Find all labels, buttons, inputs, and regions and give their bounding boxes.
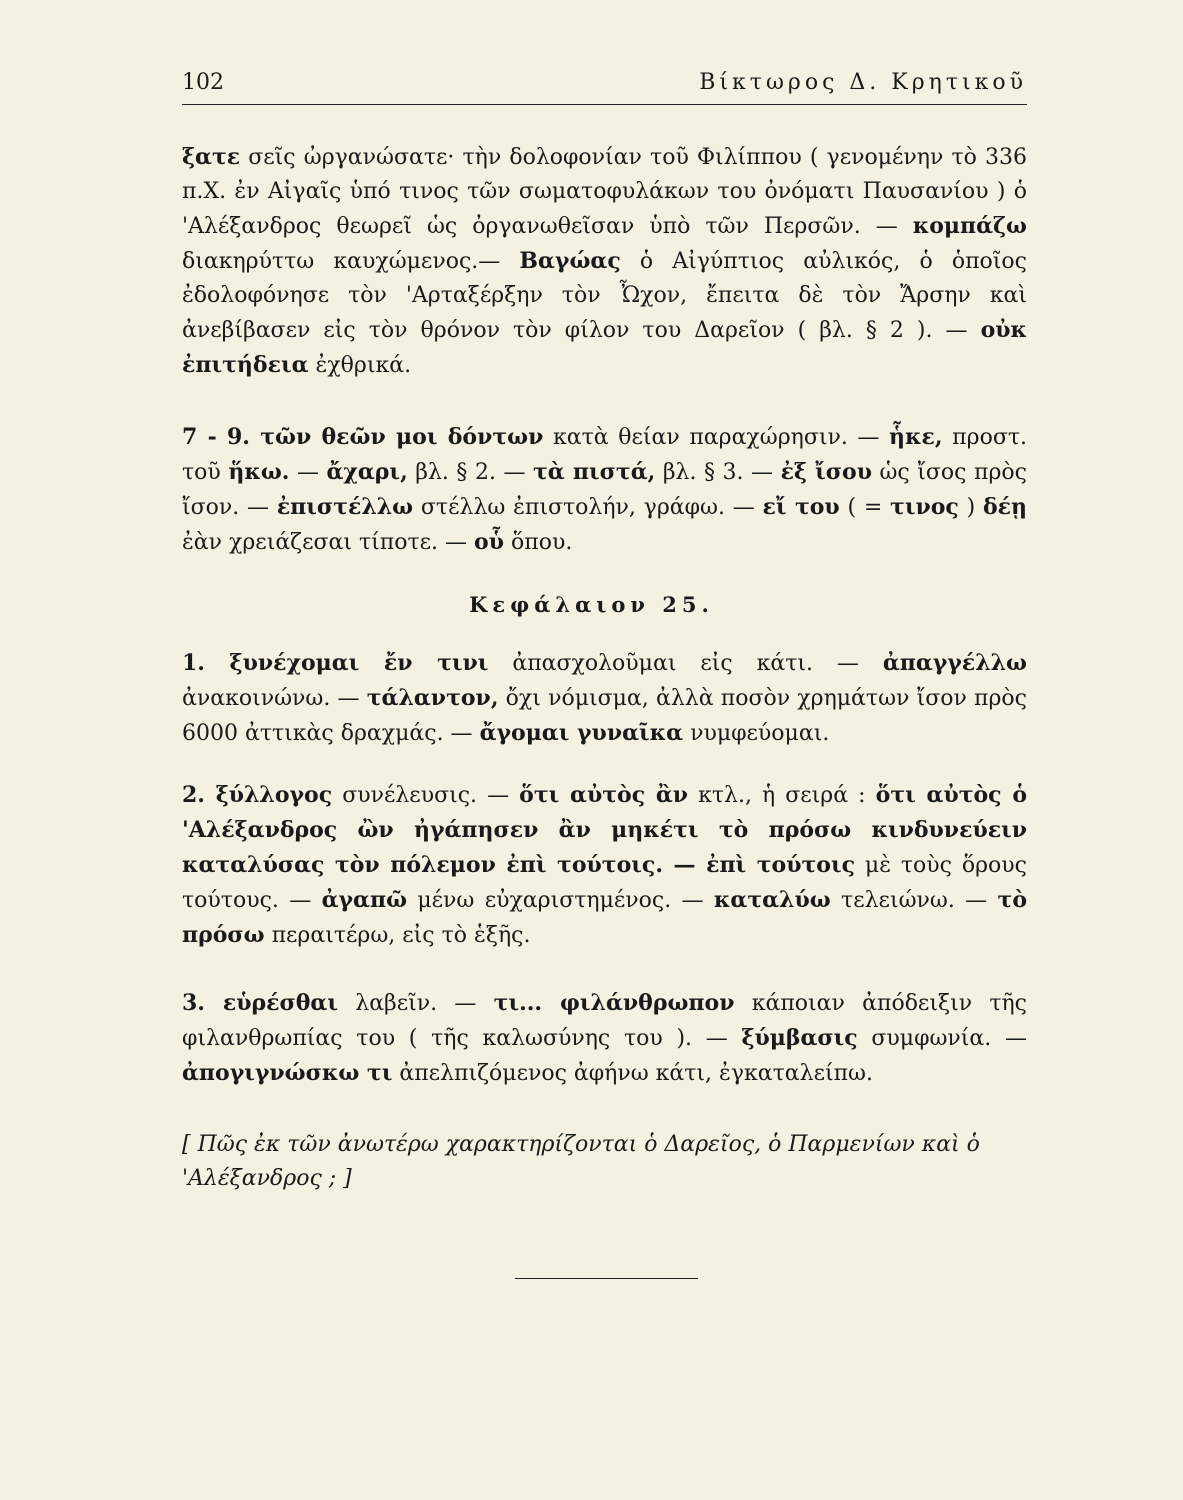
closing-rule [515,1278,698,1279]
gloss: στέλλω ἐπιστολήν, γράφω. — [413,495,763,520]
term: 2. ξύλλογος [182,782,333,808]
term: ξύμβασις [741,1025,858,1051]
gloss: κατὰ θείαν παραχώρησιν. — [543,425,890,450]
term: ἐξ ἴσου [780,459,872,485]
term: κομπάζω [912,213,1027,239]
term: τι... φιλάνθρωπον [493,990,735,1016]
gloss: ἐὰν χρειάζεσαι τίποτε. — [182,530,475,555]
term: τὰ πιστά, [533,459,656,485]
chapter-heading: Κεφάλαιον 25. [469,592,714,617]
gloss: λαβεῖν. — [338,991,494,1016]
term: ἧκε, [889,424,943,450]
gloss: βλ. § 3. — [655,460,781,485]
term: ξατε [182,144,241,170]
gloss: σεῖς ὠργανώσατε· τὴν δολοφονίαν τοῦ Φιλίππου ( γενομένην τὸ 336 π.Χ. ἐν Αἰγαῖς ὑπό τινος τῶν σωματοφυλάκων του ὀνόματι Παυσανίου ) ὁ 'Αλέξανδρος θεωρεῖ ὡς ὀργανωθεῖσαν ὑπὸ τῶν Περσῶν. — [182,145,1027,239]
paragraph-5 [182,986,1027,1091]
gloss: κτλ., ἡ σειρά : [688,783,876,808]
term: εἴ του [762,494,840,520]
term: ἐπιστέλλω [276,494,414,520]
paragraph-2 [182,420,1027,560]
term: τάλαντον, [366,685,499,711]
paragraph-3 [182,646,1027,751]
term: ὅτι αὐτὸς ὁ 'Αλέξανδρος ὢν ἠγάπησεν ἂν μηκέτι τὸ πρόσω κινδυνεύειν καταλύσας τὸν πόλεμον ἐπὶ τούτοις. — ἐπὶ τούτοις [182,782,1027,878]
term: Βαγώας [519,248,621,274]
term: δέῃ [982,494,1028,520]
gloss: περαιτέρω, εἰς τὸ ἑξῆς. [264,923,531,948]
gloss: μένω εὐχαριστημένος. — [407,888,714,913]
gloss: συμφωνία. — [857,1026,1028,1051]
page-header [182,70,1027,95]
review-question: [ Πῶς ἐκ τῶν ἀνωτέρω χαρακτηρίζονται ὁ Δαρεῖος, ὁ Παρμενίων καὶ ὁ 'Αλέξανδρος ; ] [182,1132,980,1191]
term: ἄγομαι γυναῖκα [479,720,684,746]
paragraph-1 [182,140,1027,383]
gloss: προστ. τοῦ [182,425,1028,485]
term: καταλύω [713,887,831,913]
term: οὐκ ἐπιτήδεια [182,317,1027,378]
header-rule [182,104,1027,105]
gloss: ( = [839,495,891,520]
gloss: ἀνακοινώνω. — [182,686,367,711]
gloss: ) [958,495,983,520]
gloss: βλ. § 2. — [407,460,533,485]
gloss: ὡς ἴσος πρὸς ἴσον. — [182,460,1027,520]
running-title: Βίκτωρος Δ. Κρητικοῦ [699,70,1027,95]
gloss: ὅπου. [504,530,573,555]
term: οὗ [474,529,504,555]
gloss: μὲ τοὺς ὅρους τούτους. — [182,853,1027,913]
term: 3. εὑρέσθαι [182,990,338,1016]
term: 1. ξυνέχομαι ἔν τινι [182,650,489,676]
term: τὸ πρόσω [182,887,1027,948]
gloss: κάποιαν ἀπόδειξιν τῆς φιλανθρωπίας του ( τῆς καλωσύνης του ). — [182,991,1027,1051]
gloss: νυμφεύομαι. [683,721,830,746]
term: ὅτι αὐτὸς ἂν [519,782,689,808]
gloss: ὄχι νόμισμα, ἀλλὰ ποσὸν χρημάτων ἴσον πρὸς 6000 ἀττικὰς δραχμάς. — [182,686,1027,746]
gloss: ὁ Αἰγύπτιος αὐλικός, ὁ ὁποῖος ἐδολοφόνησε τὸν 'Αρταξέρξην τὸν Ὦχον, ἔπειτα δὲ τὸν Ἄρσην καὶ ἀνεβίβασεν εἰς τὸν θρόνον τὸν φίλον του Δαρεῖον ( βλ. § 2 ). — [182,249,1027,343]
term: ἄχαρι, [326,459,408,485]
term: ἀπαγγέλλω [882,650,1027,676]
term: 7 - 9. τῶν θεῶν μοι δόντων [182,424,544,450]
term: ἀγαπῶ [321,887,408,913]
term: ἀπογιγνώσκω τι [182,1060,393,1086]
gloss: ἀπασχολοῦμαι εἰς κάτι. — [488,651,883,676]
page-number: 102 [182,70,224,95]
gloss: τελειώνω. — [830,888,998,913]
gloss: διακηρύττω καυχώμενος.— [182,249,520,274]
term: τινος [890,494,959,520]
term: ἥκω. [228,459,290,485]
gloss: συνέλευσις. — [332,783,520,808]
gloss: ἐχθρικά. [308,353,412,378]
gloss: — [289,460,327,485]
paragraph-4 [182,778,1027,953]
gloss: ἀπελπιζόμενος ἀφήνω κάτι, ἐγκαταλείπω. [392,1061,873,1086]
